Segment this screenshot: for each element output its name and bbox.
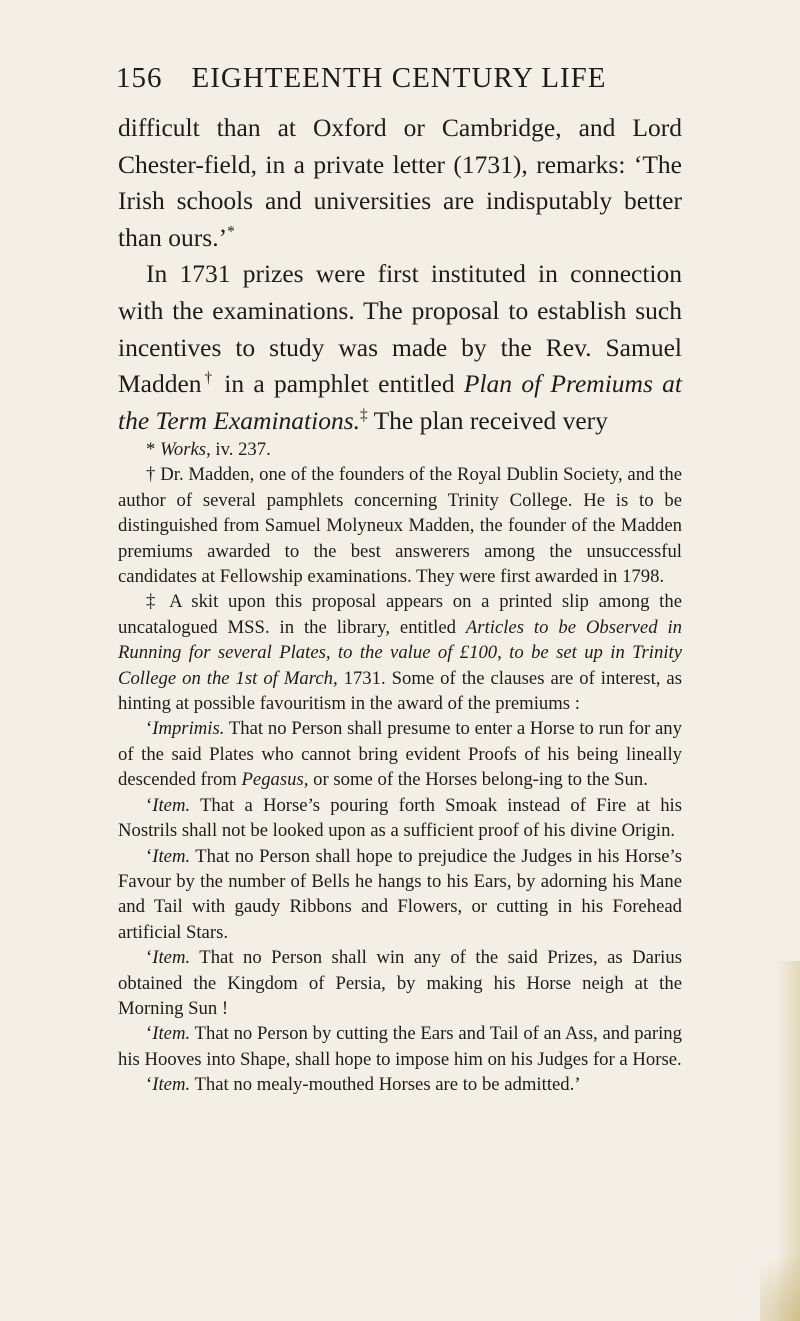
main-text <box>118 110 682 439</box>
pamphlet-title: Plan of Premiums at the Term Examinations. <box>118 369 682 435</box>
footnote-2: † Dr. Madden, one of the founders of the Royal Dublin Society, and the author of several pamphlets concerning Trinity College. He is to be distinguished from Samuel Molyneux Madden, the founder of the Madden premiums awarded to the best answerers among the unsuccessful candidates at Fellowship examinations. They were first awarded in 1798. <box>118 464 683 588</box>
footnote-ref-double-dagger: ‡ <box>360 406 368 424</box>
clause-item: ‘Item. That no Person shall hope to prejudice the Judges in his Horse’s Favour by the number of Bells he hangs to his Ears, by adorning his Mane and Tail with gaudy Ribbons and Flowers, or cutting in his Forehead artificial Stars. <box>118 845 682 943</box>
clause-item: ‘Item. That no Person by cutting the Ears and Tail of an Ass, and paring his Hooves into Shape, shall hope to impose him on his Judges for a Horse. <box>118 1023 682 1070</box>
paragraph-1: difficult than at Oxford or Cambridge, and Lord Chester-field, in a private letter (1731), remarks: ‘The Irish schools and universities are indisputably better than ours.’* <box>118 113 682 252</box>
footnote-3: ‡ A skit upon this proposal appears on a printed slip among the uncatalogued MSS. in the library, entitled Articles to be Observed in Running for several Plates, to the value of £100, to be set up in Trinity College on the 1st of March, 1731. Some of the clauses are of interest, as hinting at possible favouritism in the award of the premiums : <box>118 591 683 715</box>
footnotes <box>118 437 682 1098</box>
footnote-ref-dagger: † <box>201 369 216 387</box>
clause-imprimis: ‘Imprimis. That no Person shall presume to enter a Horse to run for any of the said Plates who cannot bring evident Proofs of his being lineally descended from Pegasus, or some of the Horses belong-ing to the Sun. <box>118 718 682 791</box>
running-title: EIGHTEENTH CENTURY LIFE <box>191 62 607 94</box>
footnote-ref-star: * <box>227 223 235 241</box>
clause-item: ‘Item. That no mealy-mouthed Horses are to be admitted.’ <box>146 1074 581 1096</box>
footnote-1: * Works, iv. 237. <box>146 439 271 460</box>
clause-item: ‘Item. That a Horse’s pouring forth Smoak instead of Fire at his Nostrils shall not be looked upon as a sufficient proof of his divine Origin. <box>118 794 682 842</box>
paragraph-2: In 1731 prizes were first instituted in connection with the examinations. The proposal to establish such incentives to study was made by the Rev. Samuel Madden† in a pamphlet entitled Plan of Premiums at the Term Examinations.‡ The plan received very <box>118 259 682 435</box>
page-number: 156 <box>116 62 163 94</box>
clause-item: ‘Item. That no Person shall win any of the said Prizes, as Darius obtained the Kingdom of Persia, by making his Horse neigh at the Morning Sun ! <box>118 947 682 1019</box>
articles-title: Articles to be Observed in Running for several Plates, to the value of £100, to be set up in Trinity College on the 1st of March, <box>118 616 682 689</box>
paper-stain-corner <box>760 1231 800 1321</box>
